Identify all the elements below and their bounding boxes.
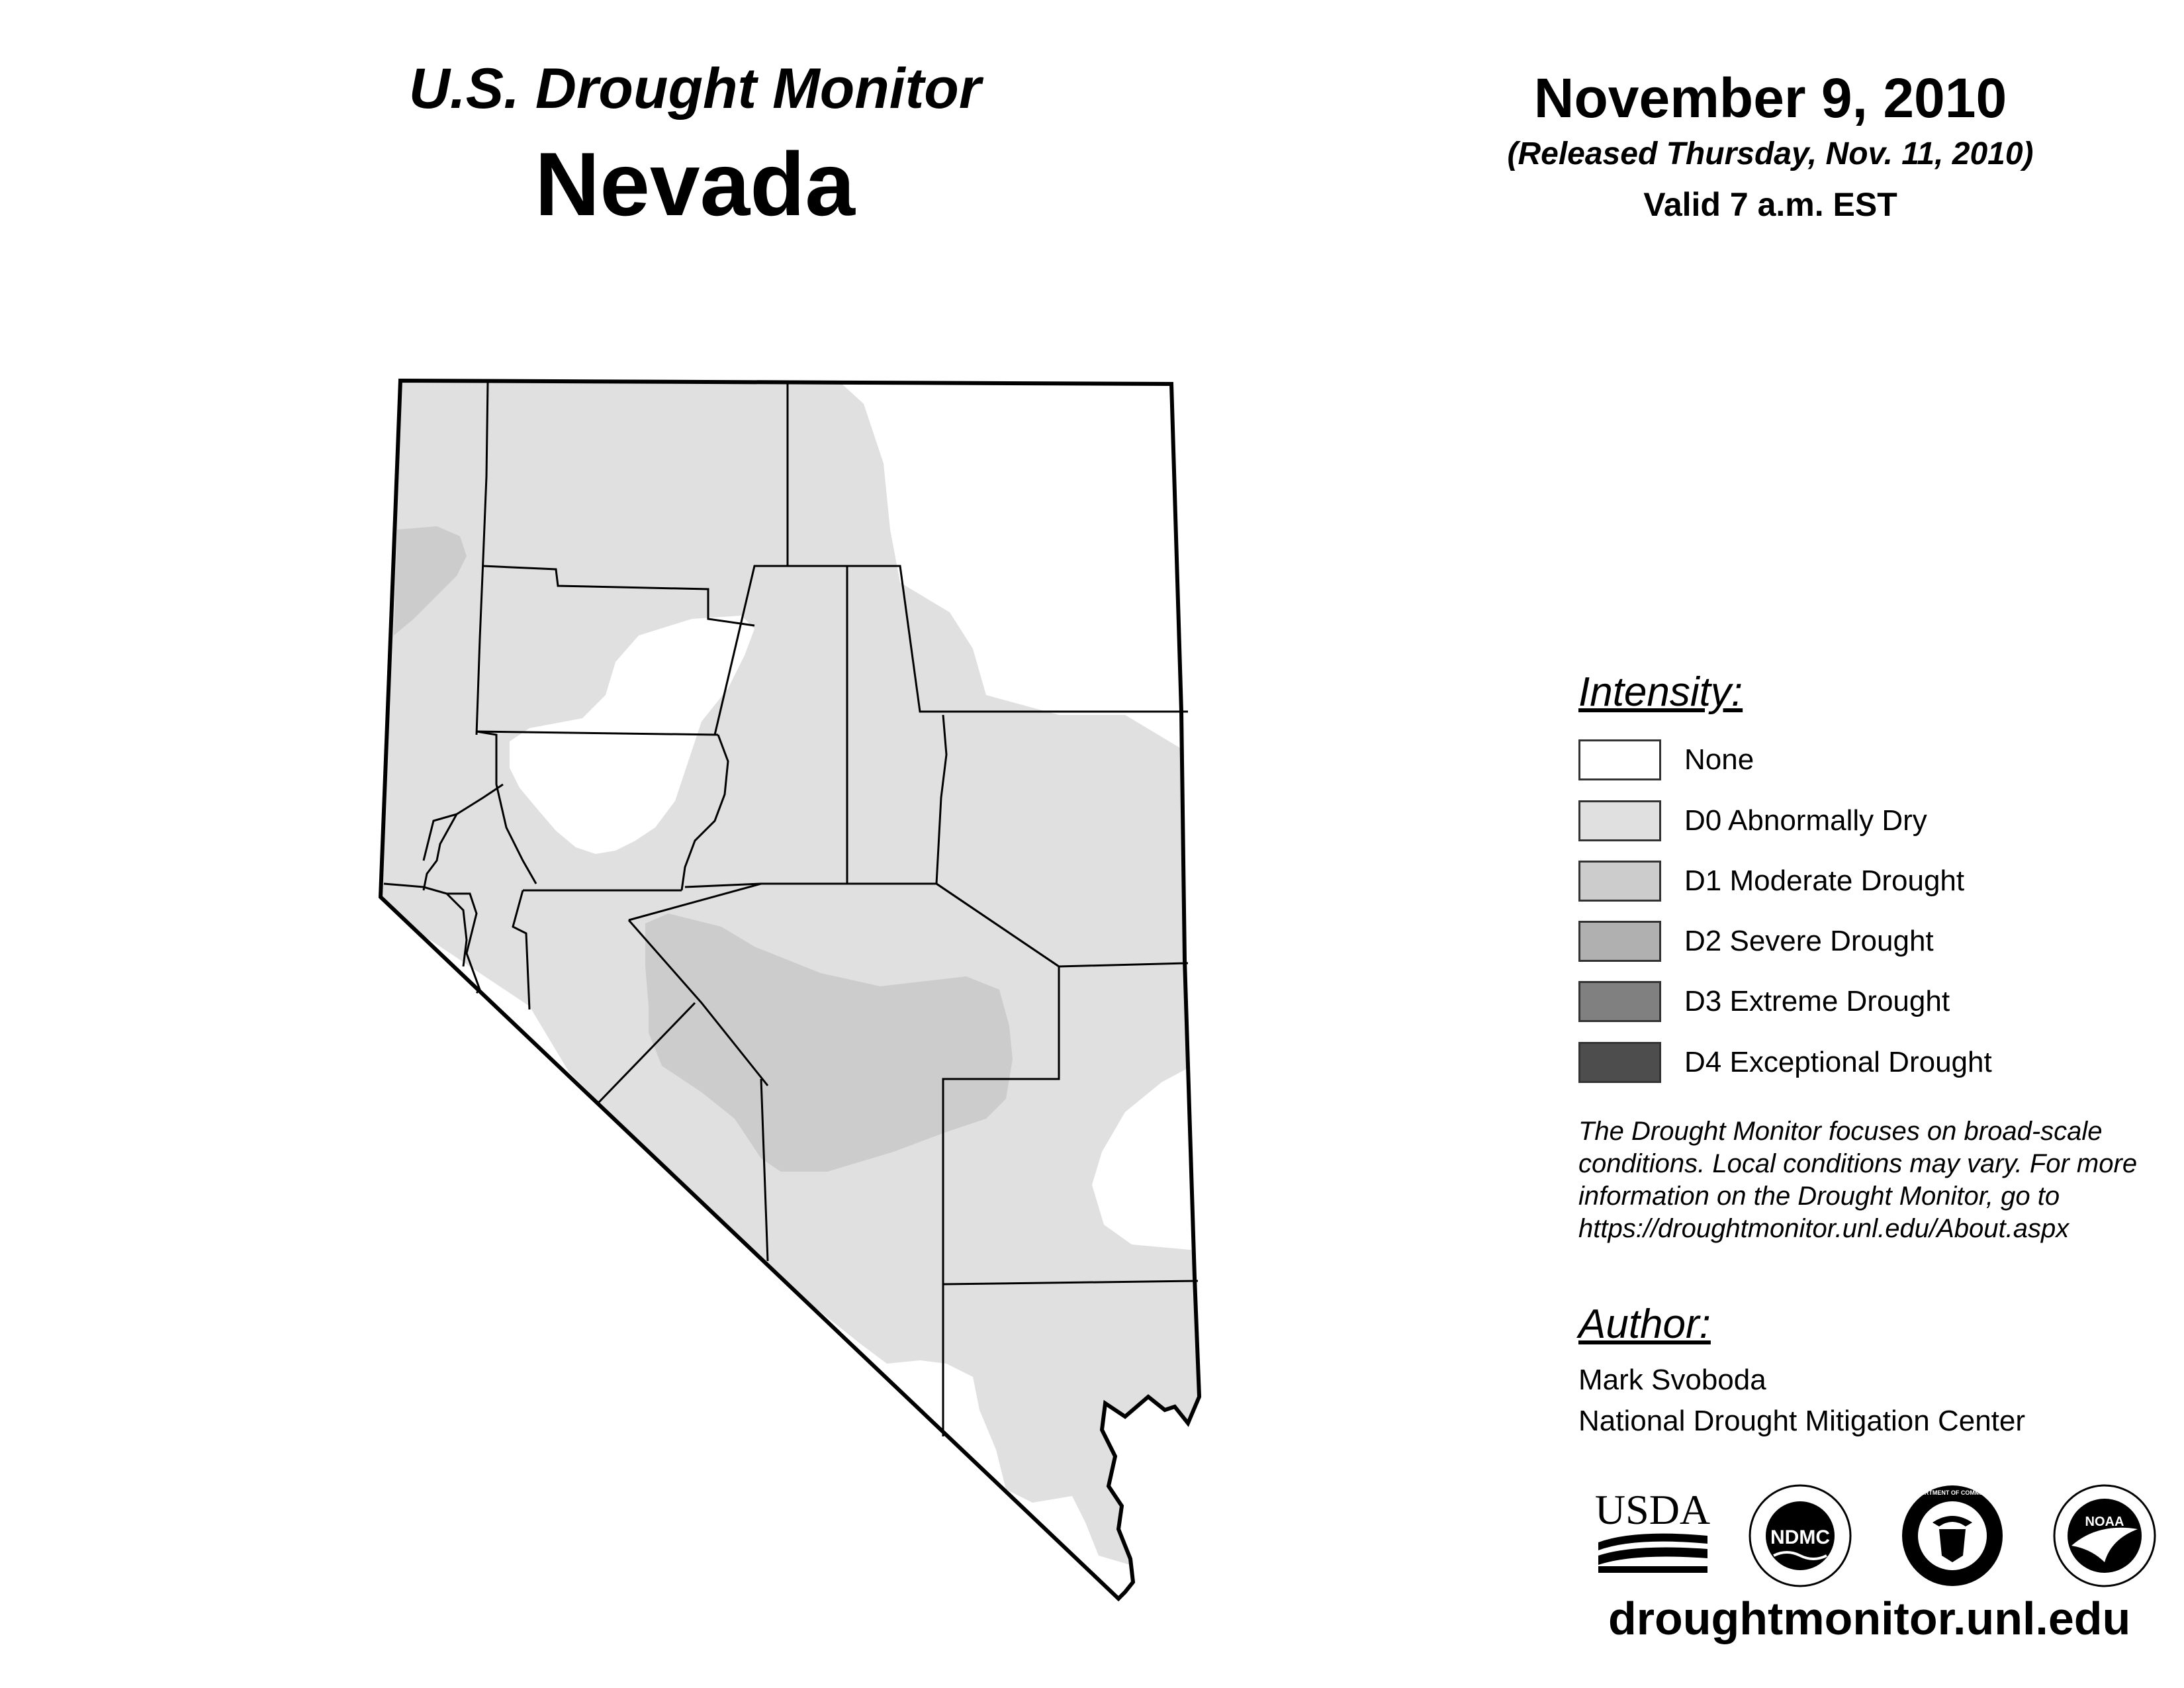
legend-label: D4 Exceptional Drought: [1684, 1046, 1992, 1078]
legend-label: D3 Extreme Drought: [1684, 985, 1950, 1017]
legend-item-d3: [1578, 980, 1950, 1023]
legend-label: D1 Moderate Drought: [1684, 865, 1965, 897]
usda-logo: [1595, 1483, 1711, 1575]
legend-label: D0 Abnormally Dry: [1684, 804, 1927, 837]
legend-item-d1: [1578, 859, 1964, 903]
usda-logo-text: USDA: [1595, 1486, 1711, 1533]
disclaimer-note: The Drought Monitor focuses on broad-scale conditions. Local conditions may vary. For more information on the Drought Monitor, go to https://droughtmonitor.unl.edu/About.aspx: [1578, 1117, 2138, 1243]
legend-item-none: [1578, 738, 1754, 782]
legend-swatch: [1578, 1042, 1661, 1083]
department-of-commerce-logo: [1899, 1483, 2005, 1589]
state-title: Nevada: [535, 134, 855, 234]
legend-label: None: [1684, 743, 1754, 776]
release-date: (Released Thursday, Nov. 11, 2010): [1507, 136, 2034, 171]
legend-item-d2: [1578, 919, 1934, 963]
legend-swatch: [1578, 861, 1661, 902]
noaa-logo-text: NOAA: [2085, 1515, 2124, 1529]
map-subtitle: U.S. Drought Monitor: [408, 57, 981, 120]
website-link[interactable]: droughtmonitor.unl.edu: [1608, 1593, 2131, 1644]
noaa-logo: [2052, 1483, 2158, 1589]
valid-time: Valid 7 a.m. EST: [1643, 186, 1897, 223]
legend-title: Intensity:: [1578, 669, 1743, 715]
legend-item-d0: [1578, 799, 1927, 843]
legend-swatch: [1578, 921, 1661, 962]
legend-label: D2 Severe Drought: [1684, 925, 1934, 957]
author-organization: National Drought Mitigation Center: [1578, 1405, 2026, 1437]
ndmc-logo: [1747, 1483, 1853, 1589]
ndmc-logo-text: NDMC: [1770, 1526, 1830, 1548]
legend-swatch: [1578, 800, 1661, 841]
author-name: Mark Svoboda: [1578, 1364, 1766, 1396]
legend-swatch: [1578, 981, 1661, 1022]
legend-item-d4: [1578, 1041, 1992, 1084]
map-date: November 9, 2010: [1533, 67, 2007, 129]
doc-logo-text: DEPARTMENT OF COMMERCE: [1908, 1489, 1997, 1496]
author-title: Author:: [1578, 1301, 1711, 1347]
legend-swatch: [1578, 739, 1661, 780]
